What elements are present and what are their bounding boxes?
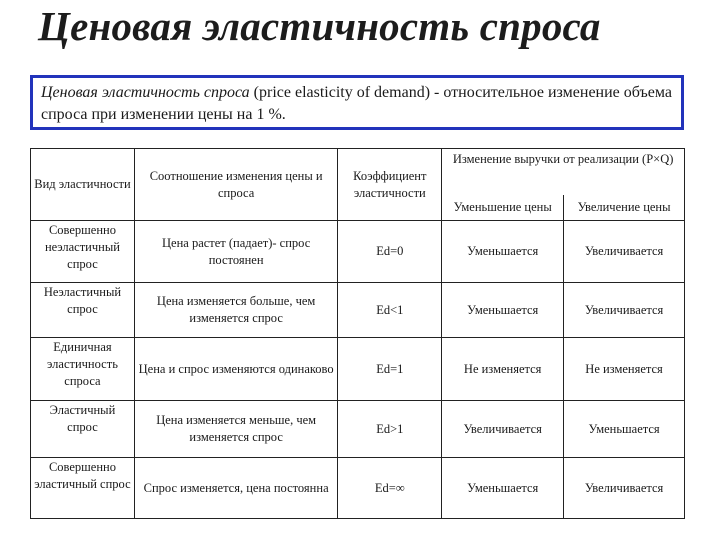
cell-price-up: Не изменяется	[564, 338, 685, 401]
table-row	[31, 283, 685, 338]
cell-price-up: Увеличивается	[564, 221, 685, 283]
cell-ratio: Цена изменяется меньше, чем изменяется спрос	[134, 401, 337, 458]
cell-price-up: Увеличивается	[564, 283, 685, 338]
cell-type: Совершенно эластичный спрос	[31, 458, 135, 519]
definition-text: (price elasticity of demand) - относительное изменение объема спроса при изменении цены на 1 %.	[41, 84, 672, 123]
cell-type: Единичная эластичность спроса	[31, 338, 135, 401]
cell-type: Эластичный спрос	[31, 401, 135, 458]
cell-price-down: Уменьшается	[442, 458, 564, 519]
cell-coef: Ed<1	[338, 283, 442, 338]
table-header-row	[31, 149, 685, 195]
header-ratio: Соотношение изменения цены и спроса	[134, 149, 337, 221]
definition-box	[30, 75, 684, 130]
slide-title: Ценовая эластичность спроса	[38, 3, 601, 49]
table-row	[31, 338, 685, 401]
cell-price-up: Увеличивается	[564, 458, 685, 519]
elasticity-table	[30, 148, 685, 519]
cell-price-down: Увеличивается	[442, 401, 564, 458]
cell-ratio: Спрос изменяется, цена постоянна	[134, 458, 337, 519]
cell-type: Совершенно неэластичный спрос	[31, 221, 135, 283]
cell-coef: Ed=1	[338, 338, 442, 401]
table-row	[31, 221, 685, 283]
table-row	[31, 401, 685, 458]
header-coef: Коэффициент эластичности	[338, 149, 442, 221]
cell-price-up: Уменьшается	[564, 401, 685, 458]
cell-price-down: Уменьшается	[442, 221, 564, 283]
cell-price-down: Не изменяется	[442, 338, 564, 401]
header-type: Вид эластичности	[31, 149, 135, 221]
header-price-up: Увеличение цены	[564, 195, 685, 221]
cell-ratio: Цена и спрос изменяются одинаково	[134, 338, 337, 401]
header-revenue: Изменение выручки от реализации (P×Q)	[442, 149, 685, 195]
cell-price-down: Уменьшается	[442, 283, 564, 338]
cell-type: Неэластичный спрос	[31, 283, 135, 338]
table-row	[31, 458, 685, 519]
cell-ratio: Цена изменяется больше, чем изменяется спрос	[134, 283, 337, 338]
cell-coef: Ed=0	[338, 221, 442, 283]
cell-coef: Ed>1	[338, 401, 442, 458]
definition-term: Ценовая эластичность спроса	[41, 84, 250, 101]
header-price-down: Уменьшение цены	[442, 195, 564, 221]
cell-ratio: Цена растет (падает)- спрос постоянен	[134, 221, 337, 283]
cell-coef: Ed=∞	[338, 458, 442, 519]
